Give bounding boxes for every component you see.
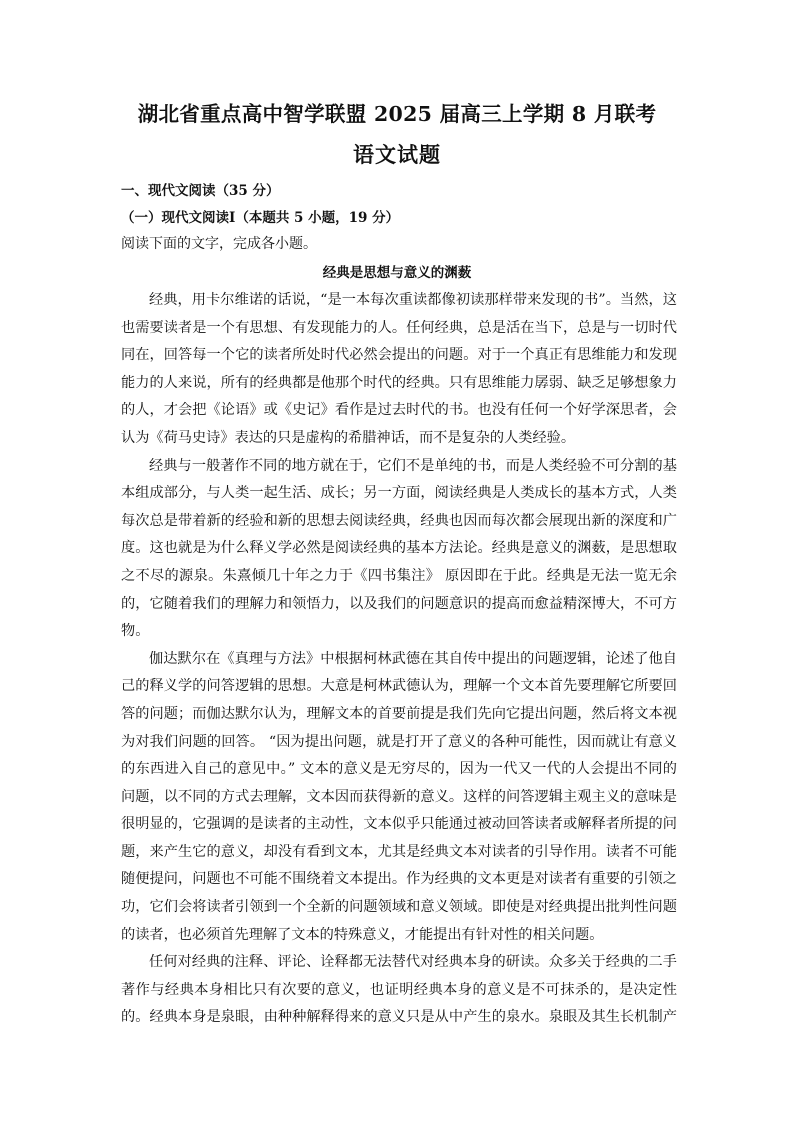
paragraph-line: 任何对经典的注释、评论、诠释都无法替代对经典本身的研读。众多关于经典的二手: [149, 954, 677, 971]
paragraph-line: 著作与经典本身相比只有次要的意义，也证明经典本身的意义是不可抹杀的，是决定性: [121, 981, 677, 998]
exam-title: 湖北省重点高中智学联盟 2025 届高三上学期 8 月联考: [137, 102, 657, 126]
paragraph-line: 能力的人来说，所有的经典都是他那个时代的经典。只有思维能力孱弱、缺乏足够想象力: [121, 374, 677, 391]
paragraph-line: 物。: [121, 623, 150, 640]
paragraph-line: 的东西进入自己的意见中。” 文本的意义是无穷尽的，因为一代又一代的人会提出不同的: [121, 761, 677, 778]
paragraph-line: 每次总是带着新的经验和新的思想去阅读经典，经典也因而每次都会展现出新的深度和广: [121, 512, 677, 529]
paragraph-line: 的，它随着我们的理解力和领悟力，以及我们的问题意识的提高而愈益精深博大，不可方: [121, 595, 677, 612]
exam-subject-title: 语文试题: [353, 142, 441, 167]
subsection-heading: （一）现代文阅读Ⅰ（本题共 5 小题，19 分）: [121, 210, 400, 226]
reading-instruction: 阅读下面的文字，完成各小题。: [121, 236, 317, 252]
paragraph-line: 的读者，也必须首先理解了文本的特殊意义，才能提出有针对性的相关问题。: [121, 926, 604, 943]
paragraph-line: 答的问题；而伽达默尔认为，理解文本的首要前提是我们先向它提出问题，然后将文本视: [121, 705, 677, 722]
paragraph-line: 认为《荷马史诗》表达的只是虚构的希腊神话，而不是复杂的人类经验。: [121, 429, 576, 446]
paragraph-line: 之不尽的源泉。朱熹倾几十年之力于《四书集注》 原因即在于此。经典是无法一览无余: [121, 567, 677, 584]
article-title: 经典是思想与意义的渊薮: [322, 265, 472, 281]
section-heading: 一、现代文阅读（35 分）: [121, 183, 280, 199]
paragraph-line: 题，来产生它的意义，却没有看到文本，尤其是经典文本对读者的引导作用。读者不可能: [121, 843, 677, 860]
paragraph-line: 随便提问，问题也不可能不围绕着文本提出。作为经典的文本更是对读者有重要的引领之: [121, 871, 677, 888]
paragraph-line: 本组成部分，与人类一起生活、成长；另一方面，阅读经典是人类成长的基本方式，人类: [121, 485, 677, 502]
article-body: [121, 287, 677, 1032]
paragraph-line: 问题，以不同的方式去理解，文本因而获得新的意义。这样的问答逻辑主观主义的意味是: [121, 788, 677, 805]
paragraph-line: 也需要读者是一个有思想、有发现能力的人。任何经典，总是活在当下，总是与一切时代: [121, 319, 677, 336]
paragraph-line: 同在，回答每一个它的读者所处时代必然会提出的问题。对于一个真正有思维能力和发现: [121, 347, 677, 364]
paragraph-line: 度。这也就是为什么释义学必然是阅读经典的基本方法论。经典是意义的渊薮，是思想取: [121, 540, 677, 557]
paragraph-line: 伽达默尔在《真理与方法》中根据柯林武德在其自传中提出的问题逻辑，论述了他自: [149, 650, 677, 667]
paragraph-line: 为对我们问题的回答。 “因为提出问题，就是打开了意义的各种可能性，因而就让有意义: [121, 733, 677, 750]
paragraph-line: 的人，才会把《论语》或《史记》看作是过去时代的书。也没有任何一个好学深思者，会: [121, 402, 677, 419]
paragraph-line: 己的释义学的问答逻辑的思想。大意是柯林武德认为，理解一个文本首先要理解它所要回: [121, 678, 677, 695]
paragraph-line: 经典与一般著作不同的地方就在于，它们不是单纯的书，而是人类经验不可分割的基: [149, 457, 677, 474]
paragraph-line: 功，它们会将读者引领到一个全新的问题领域和意义领域。即使是对经典提出批判性问题: [121, 899, 677, 916]
paragraph-line: 经典，用卡尔维诺的话说，“是一本每次重读都像初读那样带来发现的书”。当然，这: [149, 292, 677, 308]
paragraph-line: 很明显的，它强调的是读者的主动性，文本似乎只能通过被动回答读者或解释者所提的问: [121, 816, 677, 833]
paragraph-line: 的。经典本身是泉眼，由种种解释得来的意义只是从中产生的泉水。泉眼及其生长机制产: [121, 1009, 677, 1026]
